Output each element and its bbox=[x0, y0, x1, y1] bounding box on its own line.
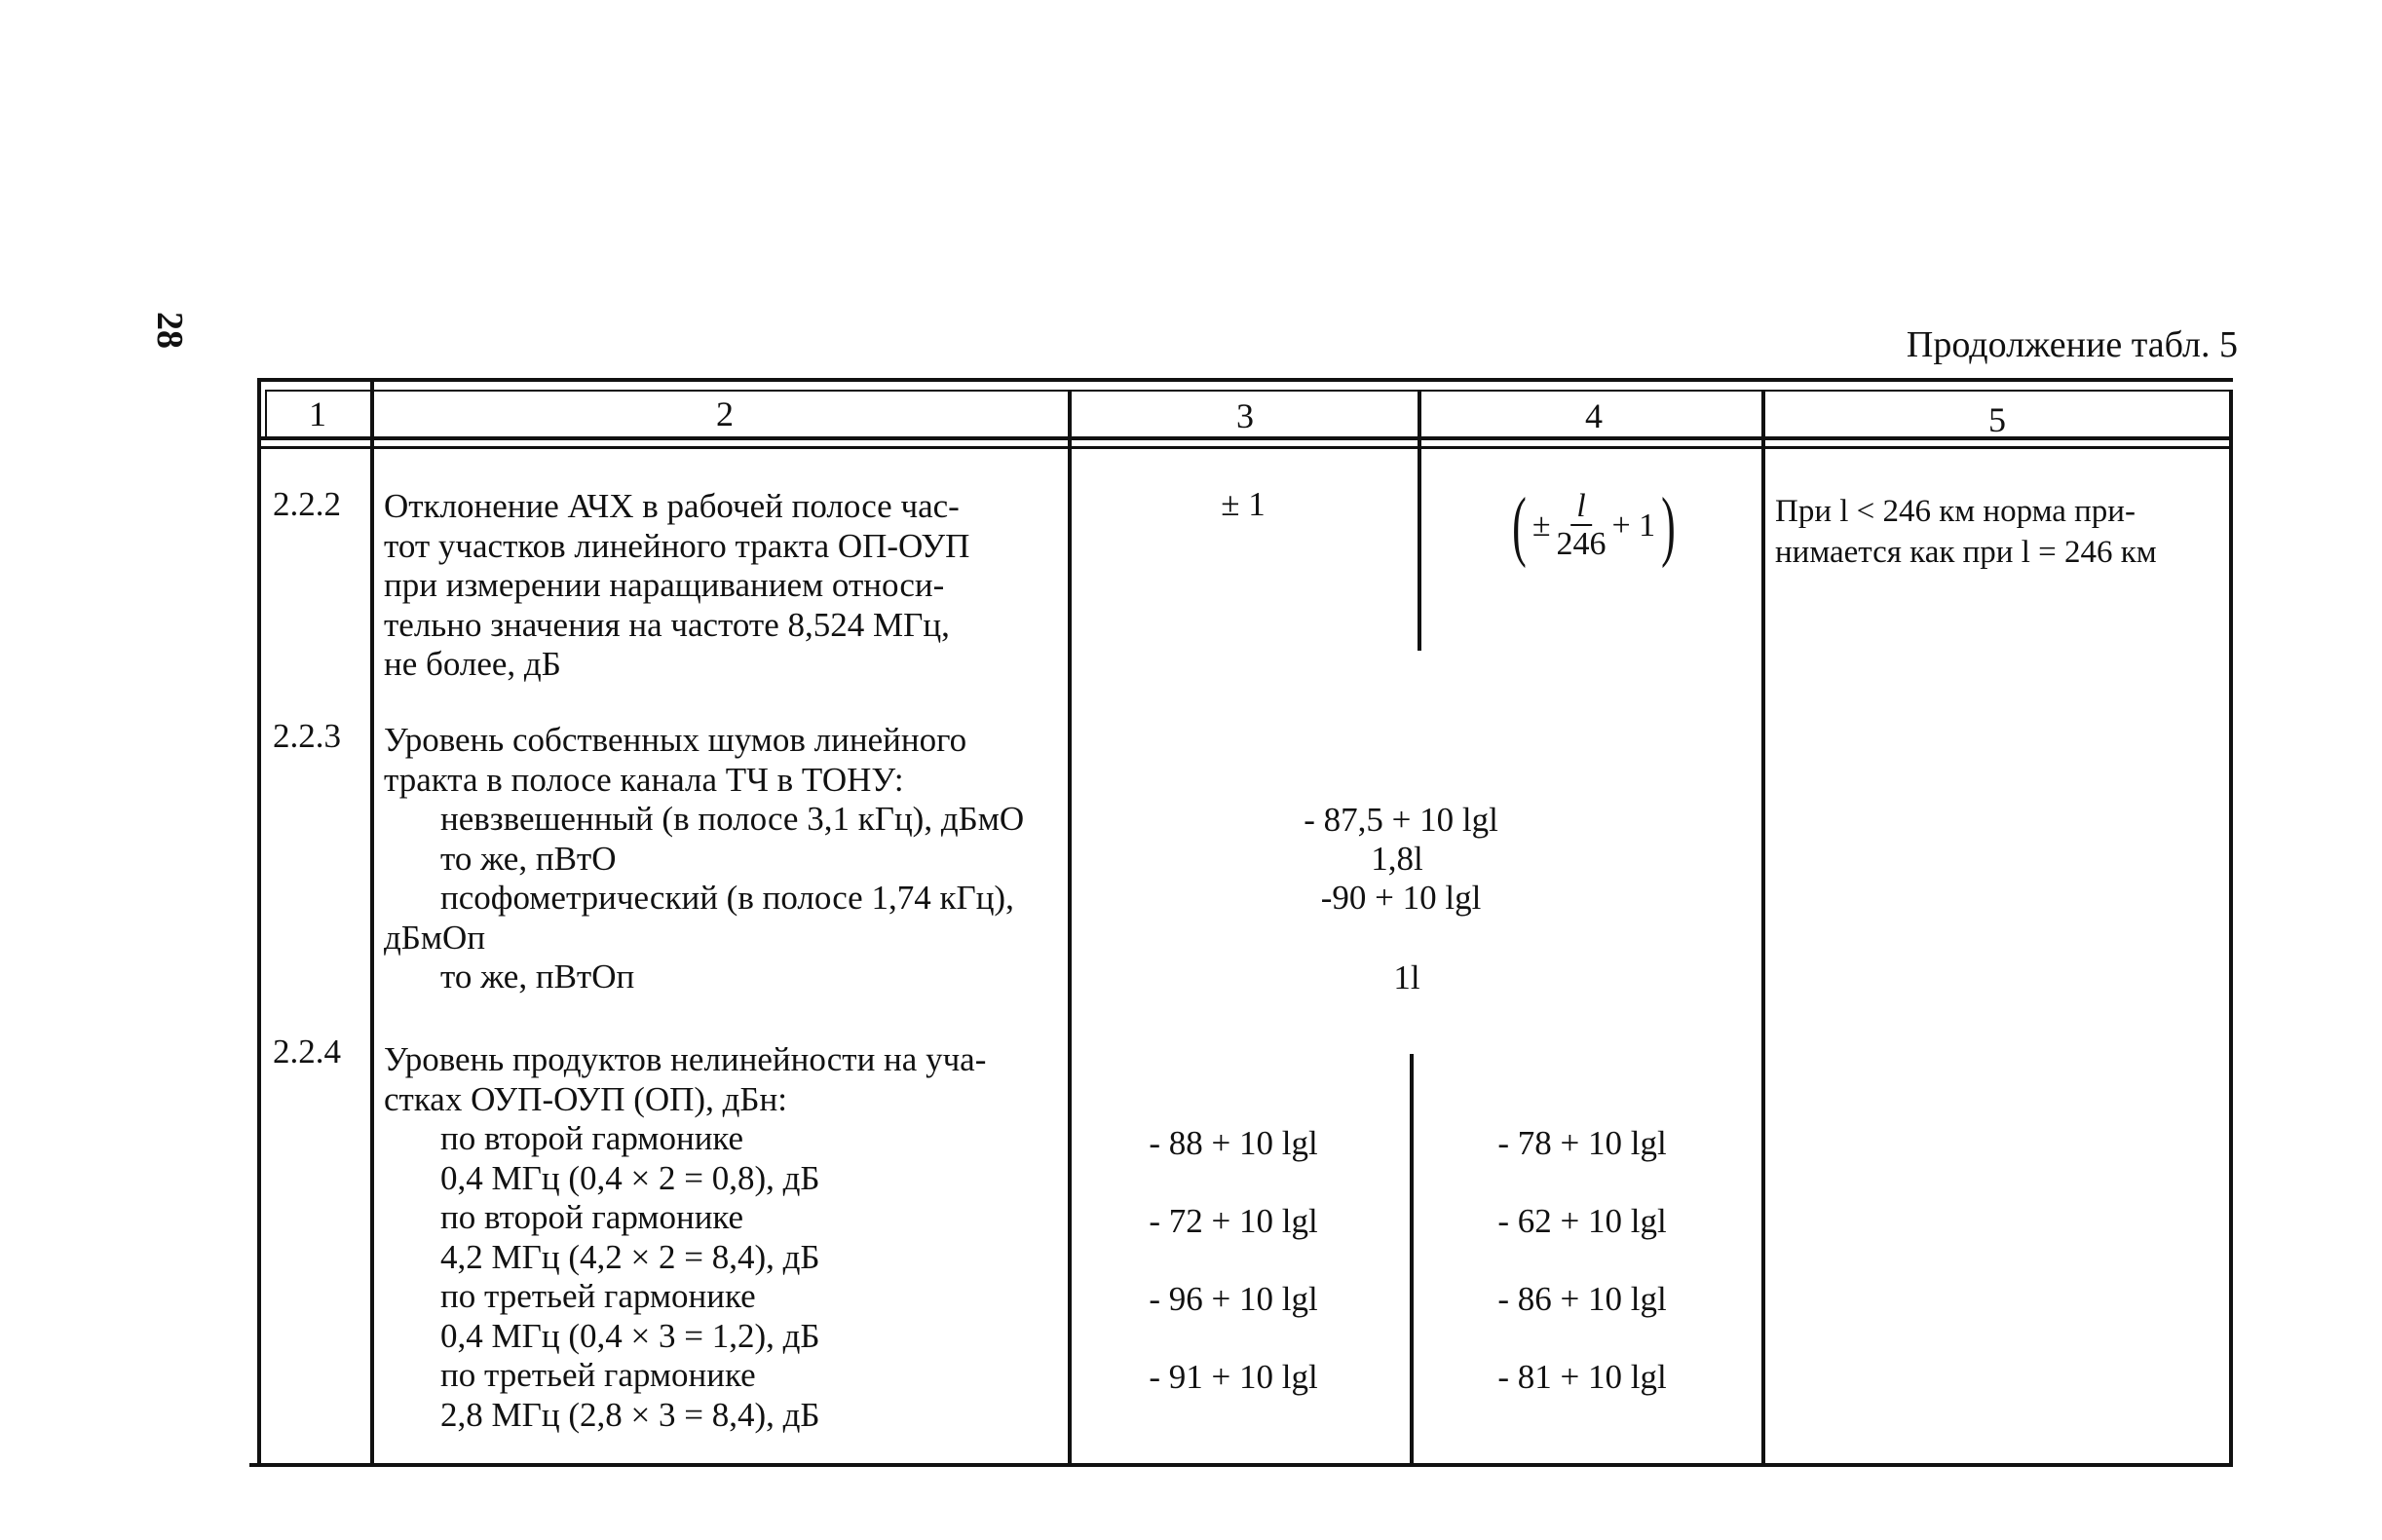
row-2-2-2-col4-formula bbox=[1506, 483, 1682, 569]
col-border-3-4-top bbox=[1418, 390, 1421, 651]
col-border-left-inner bbox=[265, 390, 267, 438]
col-border-4-5 bbox=[1761, 390, 1765, 1465]
col-border-2-3 bbox=[1068, 390, 1072, 1465]
row-2-2-4-col4-value-3: - 86 + 10 lgl bbox=[1497, 1280, 1667, 1318]
page-number: 28 bbox=[149, 312, 190, 349]
text-line: по второй гармонике bbox=[440, 1198, 744, 1236]
row-2-2-2-col3-value: ± 1 bbox=[1221, 485, 1266, 523]
text-line: стках ОУП-ОУП (ОП), дБн: bbox=[384, 1079, 787, 1118]
formula-sign: ± bbox=[1531, 507, 1551, 544]
table-bottom-border bbox=[249, 1463, 2233, 1467]
text-line: то же, пВтО bbox=[440, 839, 617, 878]
text-line: 4,2 МГц (4,2 × 2 = 8,4), дБ bbox=[440, 1237, 820, 1276]
text-line: не более, дБ bbox=[384, 645, 561, 683]
table-caption: Продолжение табл. 5 bbox=[1906, 324, 2238, 365]
row-2-2-4-col3-value-3: - 96 + 10 lgl bbox=[1149, 1280, 1318, 1318]
row-2-2-4-col4-value-4: - 81 + 10 lgl bbox=[1497, 1358, 1667, 1396]
text-line: тот участков линейного тракта ОП-ОУП bbox=[384, 526, 970, 565]
table-top-border-inner bbox=[265, 390, 2233, 392]
text-line: 2,8 МГц (2,8 × 3 = 8,4), дБ bbox=[440, 1395, 820, 1434]
row-number-2-2-4: 2.2.4 bbox=[273, 1033, 341, 1070]
header-separator-2 bbox=[257, 446, 2233, 449]
text-line: невзвешенный (в полосе 3,1 кГц), дБмО bbox=[440, 800, 1025, 838]
right-paren: ) bbox=[1661, 483, 1676, 569]
text-line: дБмОп bbox=[384, 918, 486, 957]
row-2-2-4-col3-value-1: - 88 + 10 lgl bbox=[1149, 1124, 1318, 1162]
row-2-2-3-value-4: 1l bbox=[1393, 958, 1420, 996]
row-2-2-3-description bbox=[384, 721, 1024, 997]
row-2-2-4-description bbox=[384, 1040, 986, 1435]
text-line: по третьей гармонике bbox=[440, 1356, 756, 1394]
col-border-3-4-bottom bbox=[1410, 1054, 1414, 1465]
text-line: Уровень продуктов нелинейности на уча- bbox=[384, 1040, 987, 1078]
text-line: Уровень собственных шумов линейного bbox=[384, 721, 967, 759]
row-number-2-2-3: 2.2.3 bbox=[273, 717, 341, 755]
table-top-border bbox=[257, 378, 2233, 382]
fraction bbox=[1556, 489, 1606, 563]
header-col-2: 2 bbox=[716, 394, 734, 433]
note-line: При l < 246 км норма при- bbox=[1775, 494, 2136, 529]
col-border-right bbox=[2229, 390, 2233, 1465]
text-line: по третьей гармонике bbox=[440, 1277, 756, 1315]
left-paren: ( bbox=[1512, 483, 1527, 569]
text-line: то же, пВтОп bbox=[440, 958, 635, 995]
row-2-2-4-col3-value-4: - 91 + 10 lgl bbox=[1149, 1358, 1318, 1396]
text-line: Отклонение АЧХ в рабочей полосе час- bbox=[384, 487, 960, 525]
text-line: тельно значения на частоте 8,524 МГц, bbox=[384, 605, 950, 644]
row-2-2-4-col4-value-2: - 62 + 10 lgl bbox=[1497, 1202, 1667, 1240]
row-2-2-4-col4-value-1: - 78 + 10 lgl bbox=[1497, 1124, 1667, 1162]
formula-tail: + 1 bbox=[1611, 507, 1656, 544]
text-line: 0,4 МГц (0,4 × 2 = 0,8), дБ bbox=[440, 1158, 820, 1197]
text-line: 0,4 МГц (0,4 × 3 = 1,2), дБ bbox=[440, 1316, 820, 1355]
text-line: псофометрический (в полосе 1,74 кГц), bbox=[440, 879, 1014, 917]
row-number-2-2-2: 2.2.2 bbox=[273, 485, 341, 523]
text-line: при измерении наращиванием относи- bbox=[384, 566, 945, 604]
fraction-denominator: 246 bbox=[1556, 526, 1607, 562]
header-col-3: 3 bbox=[1236, 396, 1254, 435]
row-2-2-2-col5-note bbox=[1775, 491, 2157, 573]
text-line: по второй гармонике bbox=[440, 1119, 744, 1157]
header-col-4: 4 bbox=[1585, 396, 1603, 435]
header-col-5: 5 bbox=[1988, 400, 2006, 439]
header-separator bbox=[257, 436, 2233, 440]
row-2-2-3-value-1: - 87,5 + 10 lgl bbox=[1304, 801, 1498, 839]
row-2-2-2-description bbox=[384, 487, 969, 685]
row-2-2-3-value-3: -90 + 10 lgl bbox=[1320, 879, 1482, 917]
row-2-2-3-value-2: 1,8l bbox=[1371, 840, 1423, 878]
text-line: тракта в полосе канала ТЧ в ТОНУ: bbox=[384, 760, 904, 799]
col-border-left bbox=[257, 378, 261, 1465]
row-2-2-4-col3-value-2: - 72 + 10 lgl bbox=[1149, 1202, 1318, 1240]
note-line: нимается как при l = 246 км bbox=[1775, 535, 2157, 570]
header-col-1: 1 bbox=[309, 394, 326, 433]
fraction-numerator: l bbox=[1570, 489, 1591, 526]
col-border-1-2 bbox=[370, 382, 374, 1465]
